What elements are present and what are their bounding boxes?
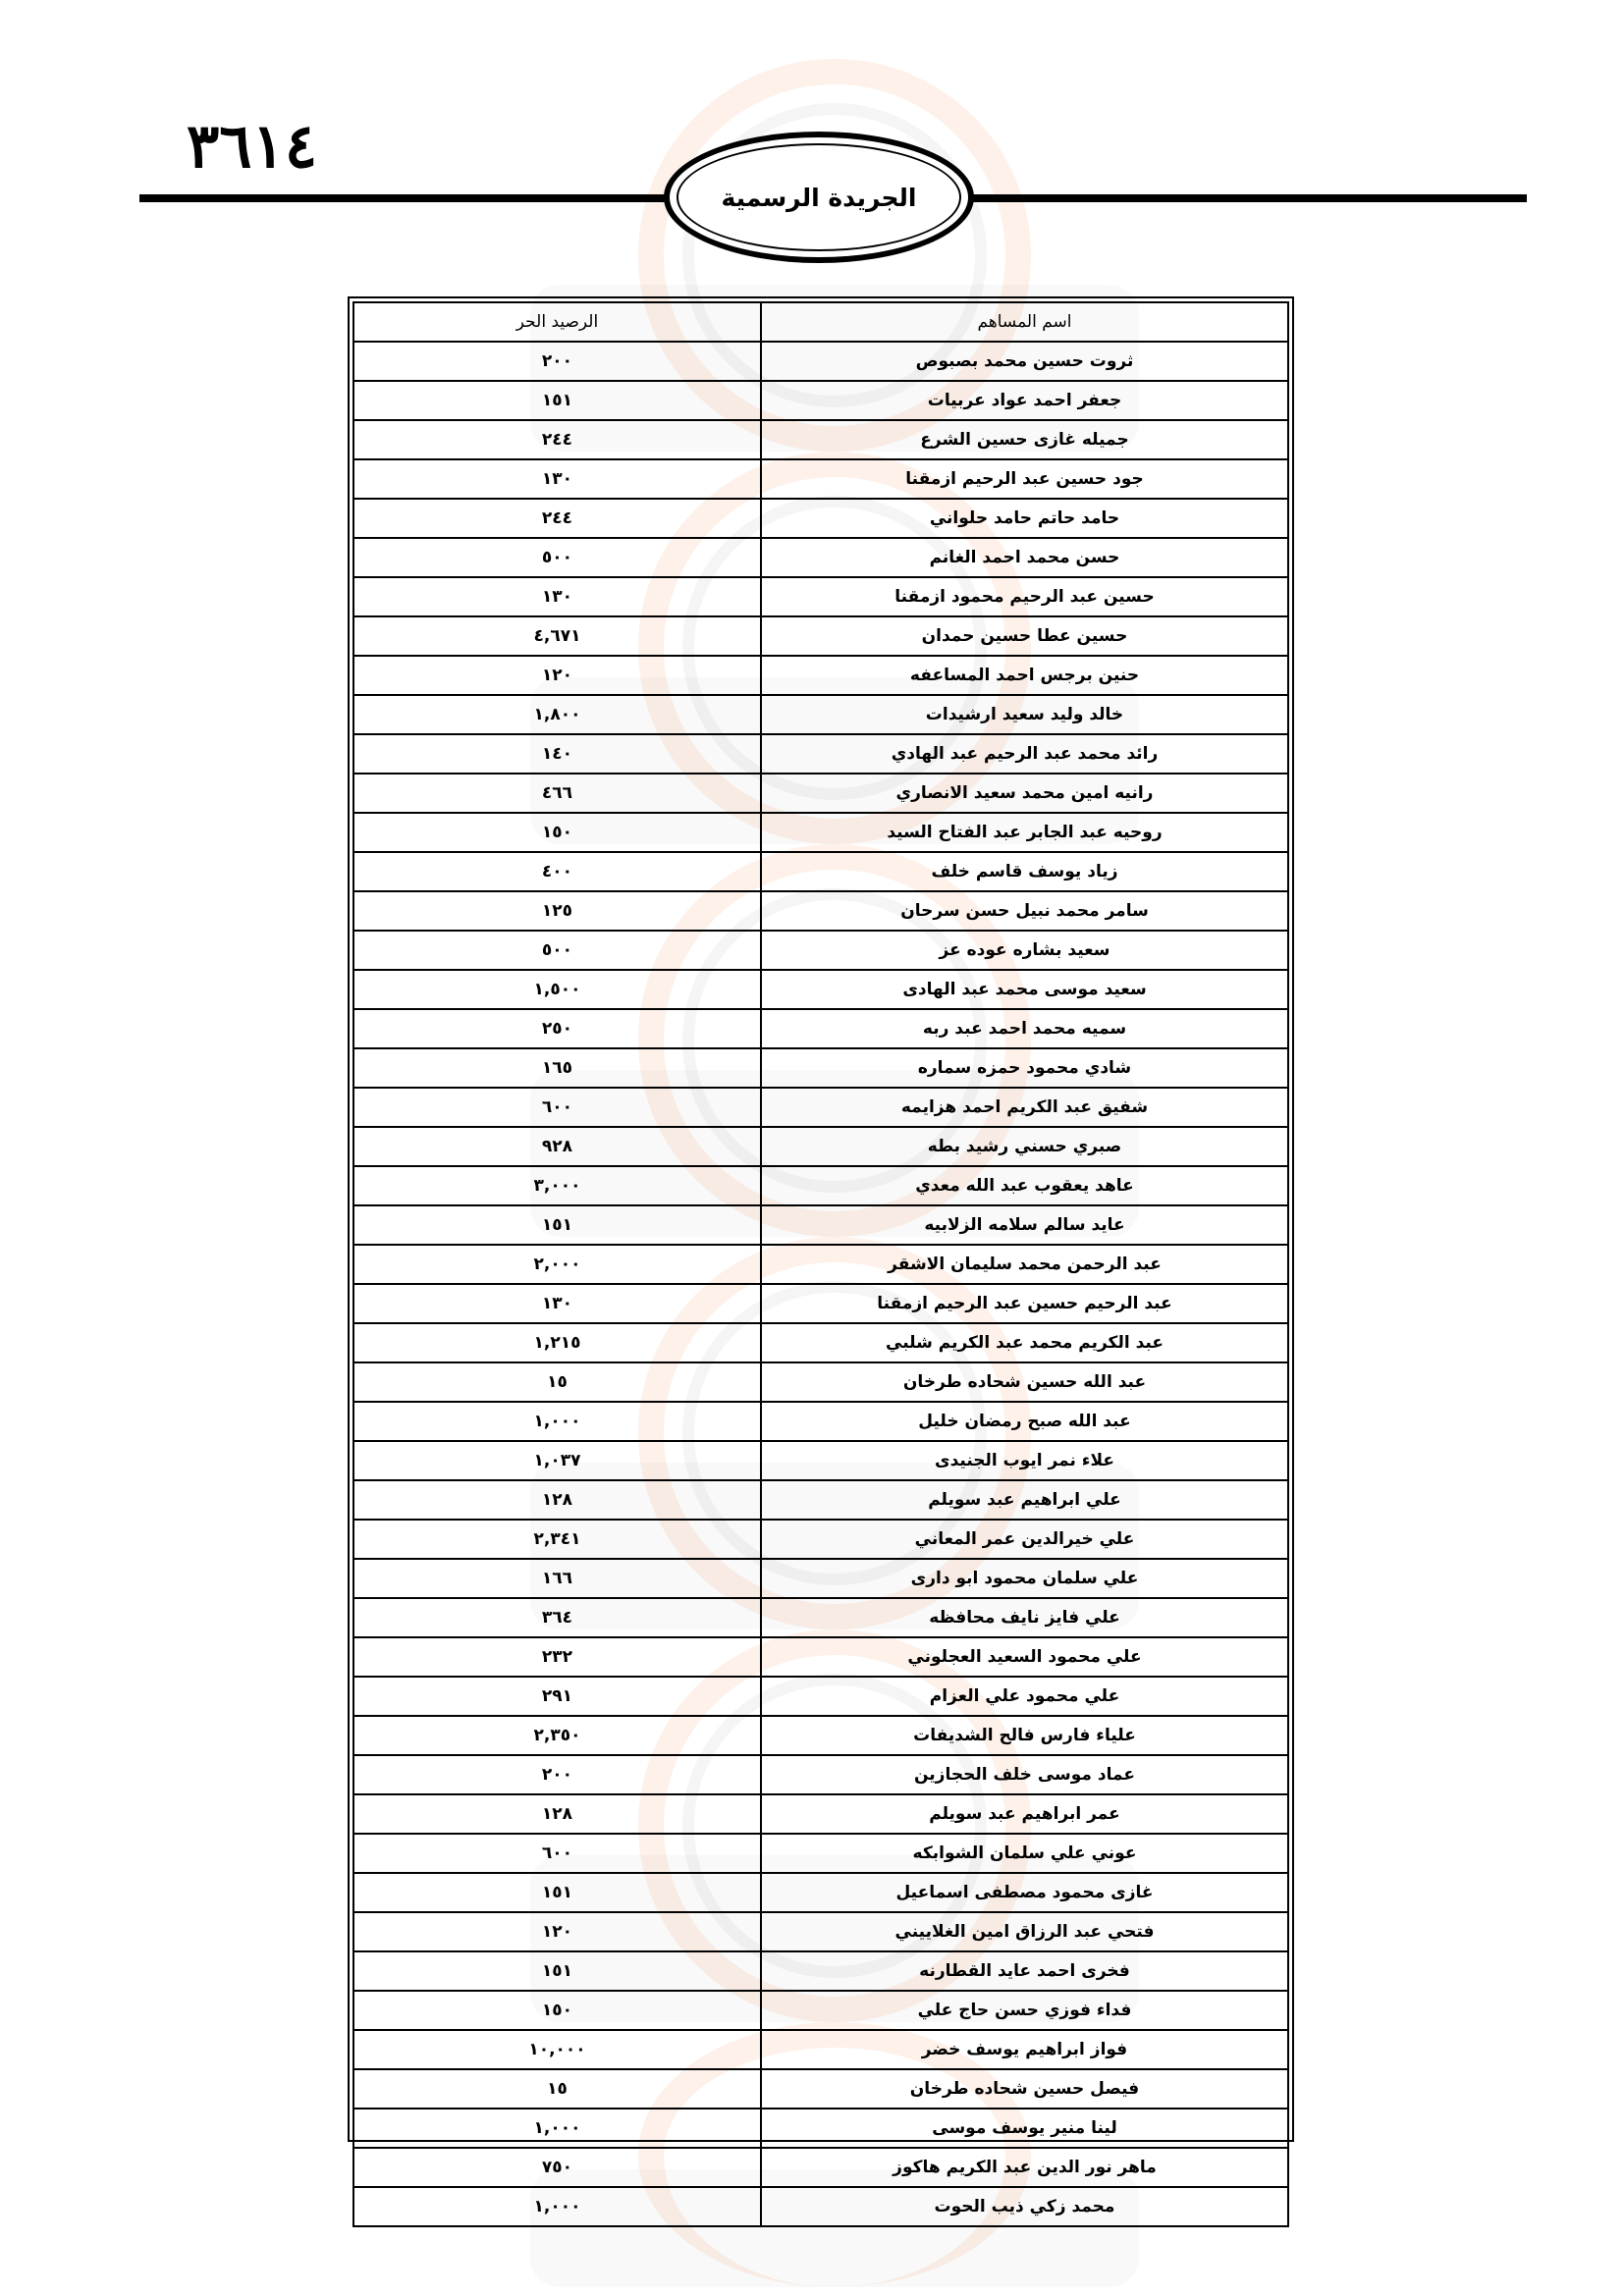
page-number: ٣٦١٤ xyxy=(187,110,318,182)
table-row xyxy=(354,1560,1287,1599)
free-balance-cell: ٢٠٠ xyxy=(354,343,760,382)
table-row xyxy=(354,1049,1287,1089)
shareholder-name-cell: جود حسين عبد الرحيم ازمقنا xyxy=(760,460,1287,500)
free-balance-cell: ٩٢٨ xyxy=(354,1128,760,1167)
table-row xyxy=(354,1756,1287,1795)
table-frame xyxy=(348,296,1294,2216)
table-row xyxy=(354,1638,1287,1678)
table-row xyxy=(354,735,1287,774)
table-row xyxy=(354,1442,1287,1481)
table-row xyxy=(354,657,1287,696)
shareholder-name-cell: فداء فوزي حسن حاج علي xyxy=(760,1992,1287,2031)
free-balance-cell: ١,٨٠٠ xyxy=(354,696,760,735)
shareholder-name-cell: عاهد يعقوب عبد الله معدي xyxy=(760,1167,1287,1206)
shareholder-name-cell: ثروت حسين محمد بصبوص xyxy=(760,343,1287,382)
free-balance-cell: ٢٠٠ xyxy=(354,1756,760,1795)
table-row xyxy=(354,2070,1287,2109)
table-row xyxy=(354,1285,1287,1324)
table-row xyxy=(354,853,1287,892)
free-balance-cell: ١,٥٠٠ xyxy=(354,971,760,1010)
free-balance-cell: ٦٠٠ xyxy=(354,1835,760,1874)
free-balance-cell: ٤٠٠ xyxy=(354,853,760,892)
table-row xyxy=(354,1324,1287,1363)
free-balance-cell: ٣,٠٠٠ xyxy=(354,1167,760,1206)
table-header-row xyxy=(354,303,1287,343)
table-row xyxy=(354,1246,1287,1285)
shareholder-name-cell: سامر محمد نبيل حسن سرحان xyxy=(760,892,1287,932)
table-row xyxy=(354,971,1287,1010)
shareholder-name-cell: عبد الله حسين شحاده طرخان xyxy=(760,1363,1287,1403)
table-row xyxy=(354,1167,1287,1206)
shareholder-name-cell: سميه محمد احمد عبد ربه xyxy=(760,1010,1287,1049)
shareholder-name-cell: ماهر نور الدين عبد الكريم هاكوز xyxy=(760,2149,1287,2188)
shareholders-table xyxy=(352,301,1289,2227)
shareholder-name-cell: علي سلمان محمود ابو دارى xyxy=(760,1560,1287,1599)
table-row xyxy=(354,1874,1287,1913)
table-row xyxy=(354,578,1287,617)
shareholder-name-cell: حسين عبد الرحيم محمود ازمقنا xyxy=(760,578,1287,617)
free-balance-cell: ٢,٣٤١ xyxy=(354,1521,760,1560)
table-row xyxy=(354,1010,1287,1049)
table-row xyxy=(354,1089,1287,1128)
masthead-title: الجريدة الرسمية xyxy=(721,183,917,212)
table-row xyxy=(354,814,1287,853)
table-row xyxy=(354,382,1287,421)
shareholder-name-cell: لينا منير يوسف موسى xyxy=(760,2109,1287,2149)
shareholder-name-cell: شفيق عبد الكريم احمد هزايمه xyxy=(760,1089,1287,1128)
free-balance-cell: ١,٠٠٠ xyxy=(354,2109,760,2149)
shareholder-name-cell: عبد الرحمن محمد سليمان الاشقر xyxy=(760,1246,1287,1285)
free-balance-cell: ٢٤٤ xyxy=(354,500,760,539)
free-balance-cell: ٢,٣٥٠ xyxy=(354,1717,760,1756)
free-balance-cell: ١٥١ xyxy=(354,1952,760,1992)
shareholder-name-cell: رائد محمد عبد الرحيم عبد الهادي xyxy=(760,735,1287,774)
free-balance-cell: ١,٠٠٠ xyxy=(354,1403,760,1442)
free-balance-cell: ١٦٦ xyxy=(354,1560,760,1599)
free-balance-cell: ١٥١ xyxy=(354,1874,760,1913)
table-row xyxy=(354,1599,1287,1638)
table-row xyxy=(354,2109,1287,2149)
table-row xyxy=(354,1521,1287,1560)
free-balance-cell: ١,٠٣٧ xyxy=(354,1442,760,1481)
free-balance-cell: ٥٠٠ xyxy=(354,539,760,578)
shareholder-name-cell: حامد حاتم حامد حلواني xyxy=(760,500,1287,539)
shareholder-name-cell: علي فايز نايف محافظه xyxy=(760,1599,1287,1638)
table-row xyxy=(354,2149,1287,2188)
shareholder-name-cell: محمد زكي ذيب الحوت xyxy=(760,2188,1287,2225)
shareholder-name-cell: رانيه امين محمد سعيد الانصاري xyxy=(760,774,1287,814)
table-row xyxy=(354,617,1287,657)
table-row xyxy=(354,892,1287,932)
table-row xyxy=(354,1992,1287,2031)
table-row xyxy=(354,1363,1287,1403)
shareholder-name-cell: غازى محمود مصطفى اسماعيل xyxy=(760,1874,1287,1913)
table-row xyxy=(354,1717,1287,1756)
shareholder-name-cell: فخرى احمد عايد القطارنه xyxy=(760,1952,1287,1992)
shareholder-name-cell: عايد سالم سلامه الزلابيه xyxy=(760,1206,1287,1246)
column-header-balance: الرصيد الحر xyxy=(354,303,760,343)
table-row xyxy=(354,1913,1287,1952)
free-balance-cell: ١٥ xyxy=(354,1363,760,1403)
shareholder-name-cell: جميله غازى حسين الشرع xyxy=(760,421,1287,460)
shareholder-name-cell: سعيد موسى محمد عبد الهادى xyxy=(760,971,1287,1010)
free-balance-cell: ١٣٠ xyxy=(354,578,760,617)
free-balance-cell: ٢٣٢ xyxy=(354,1638,760,1678)
free-balance-cell: ١٣٠ xyxy=(354,1285,760,1324)
free-balance-cell: ٥٠٠ xyxy=(354,932,760,971)
shareholder-name-cell: علي ابراهيم عبد سويلم xyxy=(760,1481,1287,1521)
shareholder-name-cell: شادي محمود حمزه سماره xyxy=(760,1049,1287,1089)
table-row xyxy=(354,2188,1287,2225)
free-balance-cell: ٢٩١ xyxy=(354,1678,760,1717)
table-row xyxy=(354,1481,1287,1521)
shareholder-name-cell: عبد الله صبح رمضان خليل xyxy=(760,1403,1287,1442)
shareholder-name-cell: علاء نمر ايوب الجنيدى xyxy=(760,1442,1287,1481)
free-balance-cell: ٤,٦٧١ xyxy=(354,617,760,657)
shareholder-name-cell: عوني علي سلمان الشوابكه xyxy=(760,1835,1287,1874)
shareholder-name-cell: جعفر احمد عواد عربيات xyxy=(760,382,1287,421)
shareholder-name-cell: عماد موسى خلف الحجازين xyxy=(760,1756,1287,1795)
table-row xyxy=(354,421,1287,460)
shareholder-name-cell: خالد وليد سعيد ارشيدات xyxy=(760,696,1287,735)
shareholder-name-cell: علي محمود علي العزام xyxy=(760,1678,1287,1717)
shareholder-name-cell: حسين عطا حسين حمدان xyxy=(760,617,1287,657)
table-row xyxy=(354,539,1287,578)
shareholder-name-cell: حسن محمد احمد الغانم xyxy=(760,539,1287,578)
table-row xyxy=(354,1678,1287,1717)
free-balance-cell: ١٢٨ xyxy=(354,1795,760,1835)
table-row xyxy=(354,2031,1287,2070)
free-balance-cell: ١٢٨ xyxy=(354,1481,760,1521)
shareholder-name-cell: حنين برجس احمد المساعفه xyxy=(760,657,1287,696)
shareholder-name-cell: علي محمود السعيد العجلوني xyxy=(760,1638,1287,1678)
table-row xyxy=(354,932,1287,971)
free-balance-cell: ١٠,٠٠٠ xyxy=(354,2031,760,2070)
column-header-name: اسم المساهم xyxy=(760,303,1287,343)
free-balance-cell: ١٢٠ xyxy=(354,1913,760,1952)
free-balance-cell: ١٥ xyxy=(354,2070,760,2109)
masthead-oval xyxy=(664,132,974,263)
free-balance-cell: ١٢٠ xyxy=(354,657,760,696)
free-balance-cell: ١٥٠ xyxy=(354,814,760,853)
table-row xyxy=(354,1206,1287,1246)
table-row xyxy=(354,1835,1287,1874)
shareholder-name-cell: روحيه عبد الجابر عبد الفتاح السيد xyxy=(760,814,1287,853)
table-row xyxy=(354,1952,1287,1992)
shareholder-name-cell: زياد يوسف قاسم خلف xyxy=(760,853,1287,892)
free-balance-cell: ٢٤٤ xyxy=(354,421,760,460)
shareholder-name-cell: فتحي عبد الرزاق امين الغلاييني xyxy=(760,1913,1287,1952)
table-row xyxy=(354,343,1287,382)
table-row xyxy=(354,774,1287,814)
free-balance-cell: ١,٠٠٠ xyxy=(533,2196,581,2216)
free-balance-cell: ١٢٥ xyxy=(354,892,760,932)
table-row xyxy=(354,500,1287,539)
free-balance-cell: ٢,٠٠٠ xyxy=(354,1246,760,1285)
free-balance-cell: ١٥١ xyxy=(354,382,760,421)
free-balance-cell: ٢٥٠ xyxy=(354,1010,760,1049)
free-balance-cell: ١٥١ xyxy=(354,1206,760,1246)
free-balance-cell: ١٣٠ xyxy=(354,460,760,500)
table-row xyxy=(354,1128,1287,1167)
shareholder-name-cell: علياء فارس فالح الشديفات xyxy=(760,1717,1287,1756)
table-row xyxy=(354,460,1287,500)
free-balance-cell: ٣٦٤ xyxy=(354,1599,760,1638)
shareholder-name-cell: عمر ابراهيم عبد سويلم xyxy=(760,1795,1287,1835)
free-balance-cell: ٦٠٠ xyxy=(354,1089,760,1128)
table-body xyxy=(354,343,1287,2225)
free-balance-cell: ١٥٠ xyxy=(354,1992,760,2031)
table-row xyxy=(354,1403,1287,1442)
shareholder-name-cell: علي خيرالدين عمر المعاني xyxy=(760,1521,1287,1560)
table-row xyxy=(354,696,1287,735)
masthead-inner-ring xyxy=(677,143,961,251)
shareholder-name-cell: سعيد بشاره عوده عز xyxy=(760,932,1287,971)
shareholder-name-cell: عبد الكريم محمد عبد الكريم شلبي xyxy=(760,1324,1287,1363)
shareholder-name-cell: فواز ابراهيم يوسف خضر xyxy=(760,2031,1287,2070)
free-balance-cell: ٤٦٦ xyxy=(354,774,760,814)
table-row xyxy=(354,1795,1287,1835)
shareholder-name-cell: صبري حسني رشيد بطه xyxy=(760,1128,1287,1167)
free-balance-cell: ١٤٠ xyxy=(354,735,760,774)
shareholder-name-cell: عبد الرحيم حسين عبد الرحيم ازمقنا xyxy=(760,1285,1287,1324)
shareholder-name-cell: فيصل حسين شحاده طرخان xyxy=(760,2070,1287,2109)
free-balance-cell: ١٦٥ xyxy=(354,1049,760,1089)
free-balance-cell: ٧٥٠ xyxy=(354,2149,760,2188)
free-balance-cell: ١,٢١٥ xyxy=(354,1324,760,1363)
